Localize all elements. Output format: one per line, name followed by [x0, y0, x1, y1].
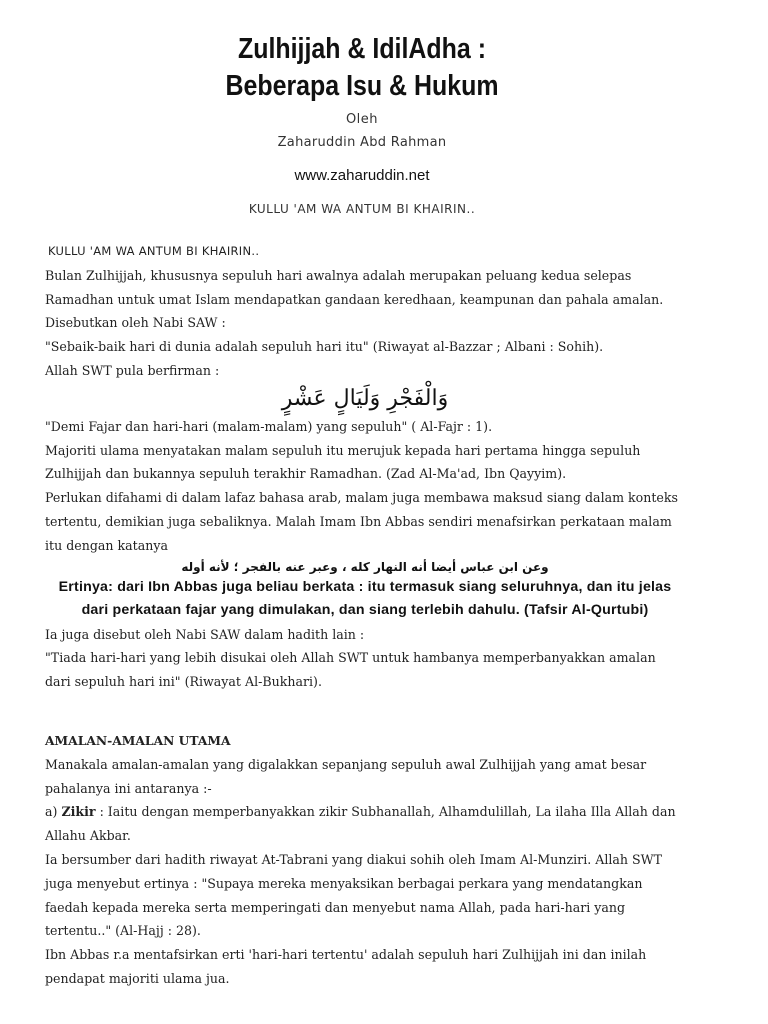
header-greeting: KULLU 'AM WA ANTUM BI KHAIRIN..: [248, 202, 476, 216]
hadith-quote-2: "Tiada hari-hari yang lebih disukai oleh Allah SWT untuk hambanya memperbanyakkan amalan dari sepuluh hari ini" (Riwayat Al-Bukhari).: [45, 650, 656, 690]
tafsir-quote: Ertinya: dari Ibn Abbas juga beliau berkata : itu termasuk siang seluruhnya, dan itu jelas dari perkataan fajar yang dimulakan, dan siang terlebih dahulu. (Tafsir Al-Qurtubi): [58, 578, 672, 619]
list-item-text: : Iaitu dengan memperbanyakkan zikir Subhanallah, Alhamdulillah, La ilaha Illa Allah dan Allahu Akbar.: [45, 804, 676, 844]
body-greeting: KULLU 'AM WA ANTUM BI KHAIRIN..: [48, 244, 260, 258]
list-item-term: Zikir: [61, 804, 96, 820]
paragraph-lafaz-arab: Perlukan difahami di dalam lafaz bahasa arab, malam juga membawa maksud siang dalam konteks tertentu, demikian juga sebaliknya. Malah Imam Ibn Abbas sendiri menafsirkan perkataan malam itu dengan katanya: [45, 490, 678, 553]
paragraph-ibn-abbas: Ibn Abbas r.a mentafsirkan erti 'hari-hari tertentu' adalah sepuluh hari Zulhijjah ini dan inilah pendapat majoriti ulama jua.: [45, 947, 647, 986]
article-body: [45, 240, 685, 991]
verse-translation: "Demi Fajar dan hari-hari (malam-malam) yang sepuluh" ( Al-Fajr : 1).: [45, 418, 493, 434]
document-title-line-2: Beberapa Isu & Hukum: [225, 70, 499, 102]
paragraph-majoriti-ulama: Majoriti ulama menyatakan malam sepuluh itu merujuk kepada hari pertama hingga sepuluh Zulhijjah dan bukannya sepuluh terakhir Ramadhan. (Zad Al-Ma'ad, Ibn Qayyim).: [45, 442, 641, 482]
arabic-verse: وَالْفَجْرِ وَلَيَالٍ عَشْرٍ: [281, 385, 449, 411]
author-name: Zaharuddin Abd Rahman: [277, 135, 447, 150]
website-url: www.zaharuddin.net: [294, 167, 430, 184]
paragraph-allah-swt: Allah SWT pula berfirman :: [45, 362, 220, 378]
paragraph-nabi-saw: Disebutkan oleh Nabi SAW :: [45, 315, 226, 331]
section-heading-amalan: AMALAN-AMALAN UTAMA: [45, 732, 231, 748]
paragraph-intro: Bulan Zulhijjah, khususnya sepuluh hari awalnya adalah merupakan peluang kedua selepas Ramadhan untuk umat Islam mendapatkan gandaan keredhaan, keampunan dan pahala amalan.: [45, 267, 664, 307]
paragraph-tabrani: Ia bersumber dari hadith riwayat At-Tabrani yang diakui sohih oleh Imam Al-Munziri. Allah SWT juga menyebut ertinya : "Supaya mereka menyaksikan berbagai perkara yang mendatangkan faedah kepada mereka serta memperingati dan menyebut nama Allah, pada hari-hari yang tertentu.." (Al-Hajj : 28).: [45, 851, 662, 939]
byline-oleh: Oleh: [345, 112, 379, 127]
hadith-quote-1: "Sebaik-baik hari di dunia adalah sepuluh hari itu" (Riwayat al-Bazzar ; Albani : Sohih).: [45, 339, 604, 355]
paragraph-amalan-intro: Manakala amalan-amalan yang digalakkan sepanjang sepuluh awal Zulhijjah yang amat besar pahalanya ini antaranya :-: [45, 756, 647, 796]
arabic-quote: وعن ابن عباس أيضا أنه النهار كله ، وعبر عنه بالفجر ؛ لأنه أوله: [181, 559, 549, 574]
list-item-prefix: a): [45, 804, 62, 820]
section-spacer: [45, 694, 685, 729]
paragraph-hadith-lain: Ia juga disebut oleh Nabi SAW dalam hadith lain :: [45, 626, 365, 642]
document-title-line-1: Zulhijjah & IdilAdha :: [237, 33, 487, 65]
list-item-zikir: [45, 800, 685, 848]
